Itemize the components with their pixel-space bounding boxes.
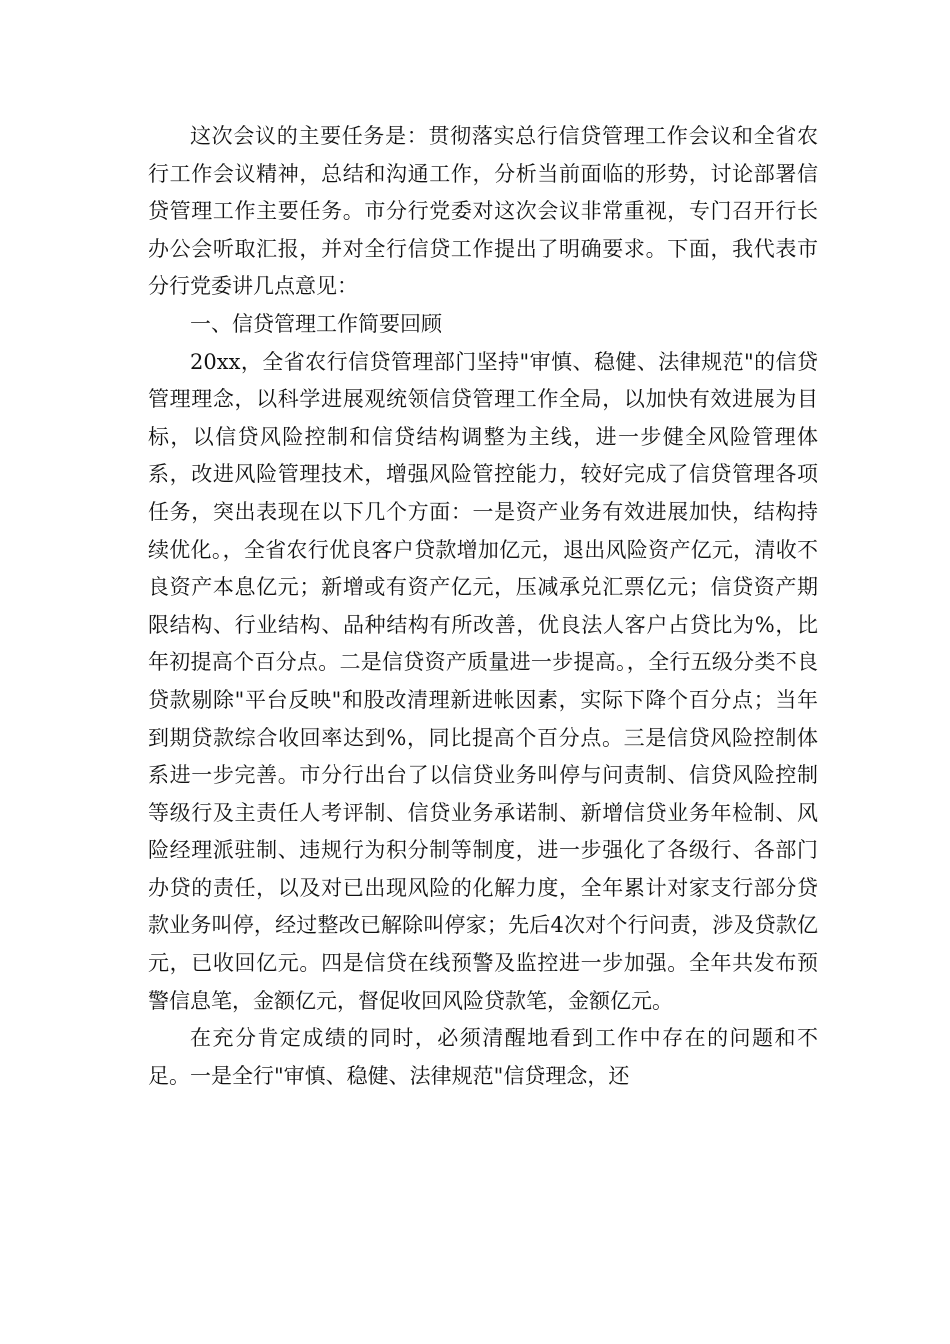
- section-heading: 一、信贷管理工作简要回顾: [190, 311, 442, 336]
- problems-paragraph: 在充分肯定成绩的同时，必须清醒地看到工作中存在的问题和不足。一是全行"审慎、稳健、法律规范"信贷理念，还: [148, 1026, 818, 1088]
- document-body: [148, 118, 818, 1095]
- intro-paragraph: 这次会议的主要任务是：贯彻落实总行信贷管理工作会议和全省农行工作会议精神，总结和沟通工作，分析当前面临的形势，讨论部署信贷管理工作主要任务。市分行党委对这次会议非常重视，专门召开行长办公会听取汇报，并对全行信贷工作提出了明确要求。下面，我代表市分行党委讲几点意见：: [148, 124, 818, 299]
- review-paragraph: 20xx，全省农行信贷管理部门坚持"审慎、稳健、法律规范"的信贷管理理念，以科学进展观统领信贷管理工作全局，以加快有效进展为目标，以信贷风险控制和信贷结构调整为主线，进一步健全风险管理体系，改进风险管理技术，增强风险管控能力，较好完成了信贷管理各项任务，突出表现在以下几个方面：一是资产业务有效进展加快，结构持续优化。，全省农行优良客户贷款增加亿元，退出风险资产亿元，清收不良资产本息亿元；新增或有资产亿元，压减承兑汇票亿元；信贷资产期限结构、行业结构、品种结构有所改善，优良法人客户占贷比为%，比年初提高个百分点。二是信贷资产质量进一步提高。，全行五级分类不良贷款剔除"平台反映"和股改清理新进帐因素，实际下降个百分点；当年到期贷款综合收回率达到%，同比提高个百分点。三是信贷风险控制体系进一步完善。市分行出台了以信贷业务叫停与问责制、信贷风险控制等级行及主责任人考评制、信贷业务承诺制、新增信贷业务年检制、风险经理派驻制、违规行为积分制等制度，进一步强化了各级行、各部门办贷的责任，以及对已出现风险的化解力度，全年累计对家支行部分贷款业务叫停，经过整改已解除叫停家；先后4次对个行问责，涉及贷款亿元，已收回亿元。四是信贷在线预警及监控进一步加强。全年共发布预警信息笔，金额亿元，督促收回风险贷款笔，金额亿元。: [148, 349, 818, 1013]
